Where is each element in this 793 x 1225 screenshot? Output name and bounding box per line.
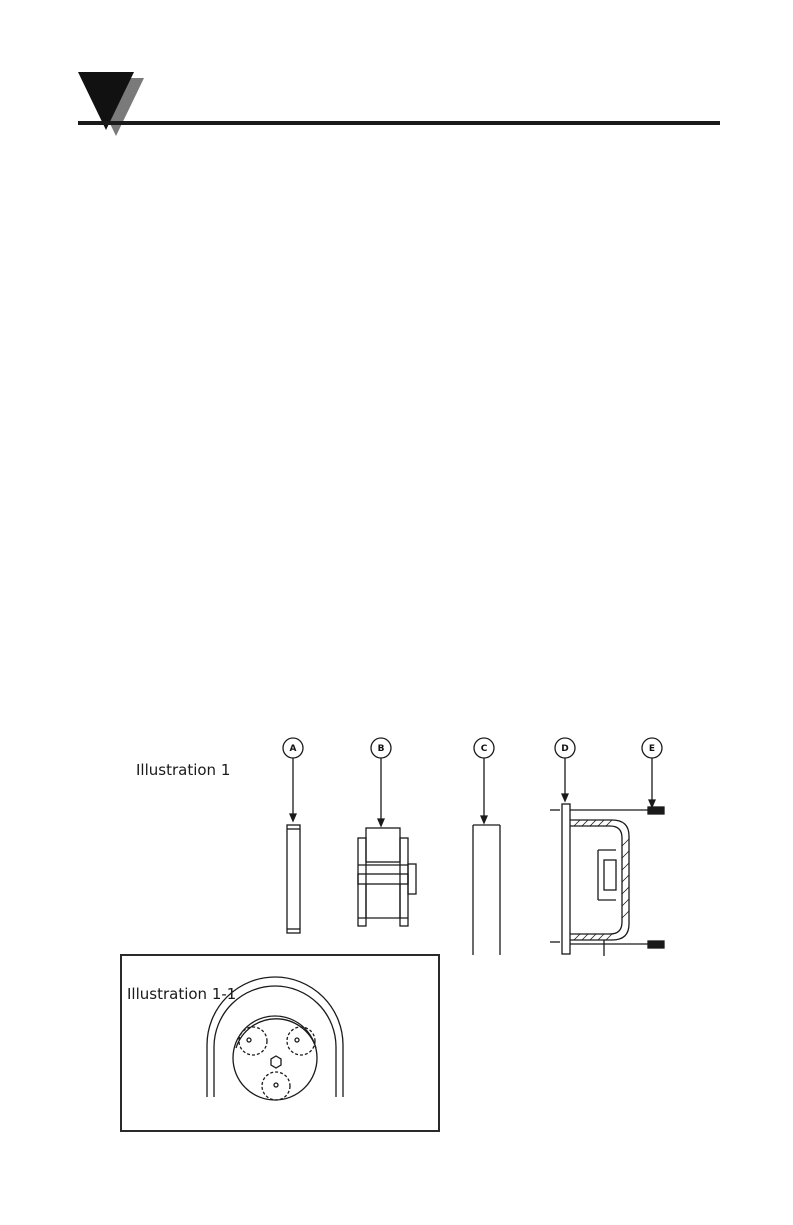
callout-letter-d: D [561, 744, 569, 754]
illustration-1-caption: Illustration 1 [136, 761, 231, 779]
callout-letter-b: B [377, 744, 385, 754]
illustration-1-1-caption: Illustration 1-1 [127, 985, 237, 1003]
callout-letter-c: C [480, 744, 488, 754]
callout-letter-a: A [289, 744, 297, 754]
callout-letter-e: E [648, 744, 656, 754]
